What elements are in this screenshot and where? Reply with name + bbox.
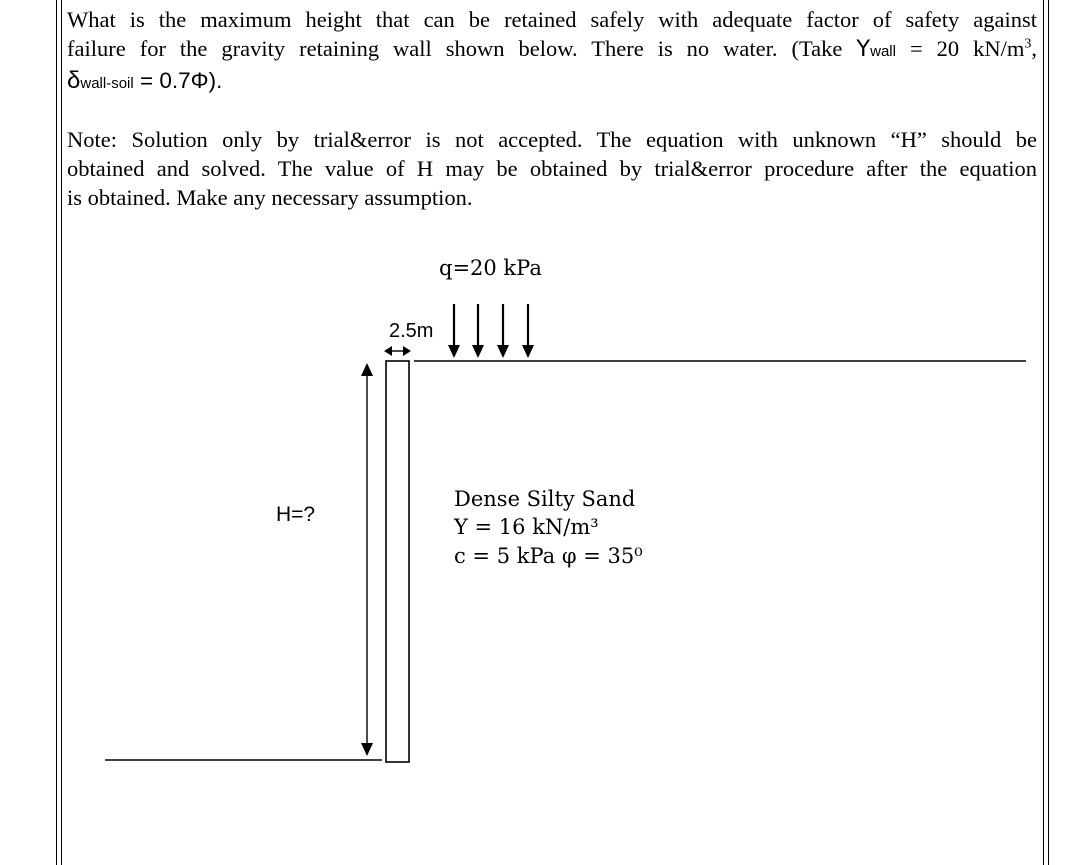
- width-arrow-left: [384, 346, 392, 356]
- wall-subscript: wall: [870, 43, 896, 60]
- height-arrow-up: [361, 363, 373, 376]
- soil-strength-label: c = 5 kPa φ = 35⁰: [454, 544, 643, 568]
- note-line-1: Note: Solution only by trial&error is not accepted. The equation with unknown “H” should be: [67, 127, 1037, 152]
- width-arrow-right: [403, 346, 411, 356]
- wall-soil-subscript: wall-soil: [80, 75, 134, 92]
- wall-width-label: 2.5m: [389, 320, 434, 342]
- question-line-2-unit: = 20 kN/m: [895, 36, 1025, 61]
- note-line-2: obtained and solved. The value of H may be obtained by trial&error procedure after the equation: [67, 156, 1037, 181]
- soil-unit-weight-label: Υ = 16 kN/m³: [454, 515, 599, 539]
- surcharge-label: q=20 kPa: [439, 256, 542, 280]
- surcharge-load-arrows: [448, 304, 534, 358]
- wall-height-label: H=?: [276, 503, 316, 526]
- delta-symbol: δ: [67, 67, 81, 94]
- question-line-1: What is the maximum height that can be retained safely with adequate factor of safety against: [67, 7, 1037, 32]
- question-line-2-end: ,: [1031, 36, 1037, 61]
- height-arrow-down: [361, 743, 373, 756]
- gamma-symbol: Y: [856, 36, 871, 62]
- note-line-3: is obtained. Make any necessary assumption.: [67, 185, 473, 210]
- friction-ratio: = 0.7Φ).: [133, 68, 223, 93]
- cubed-superscript: 3: [1024, 36, 1032, 52]
- soil-name-label: Dense Silty Sand: [454, 487, 636, 511]
- retaining-wall: [386, 361, 409, 762]
- question-line-2-start: failure for the gravity retaining wall shown below. There is no water. (Take: [67, 36, 857, 61]
